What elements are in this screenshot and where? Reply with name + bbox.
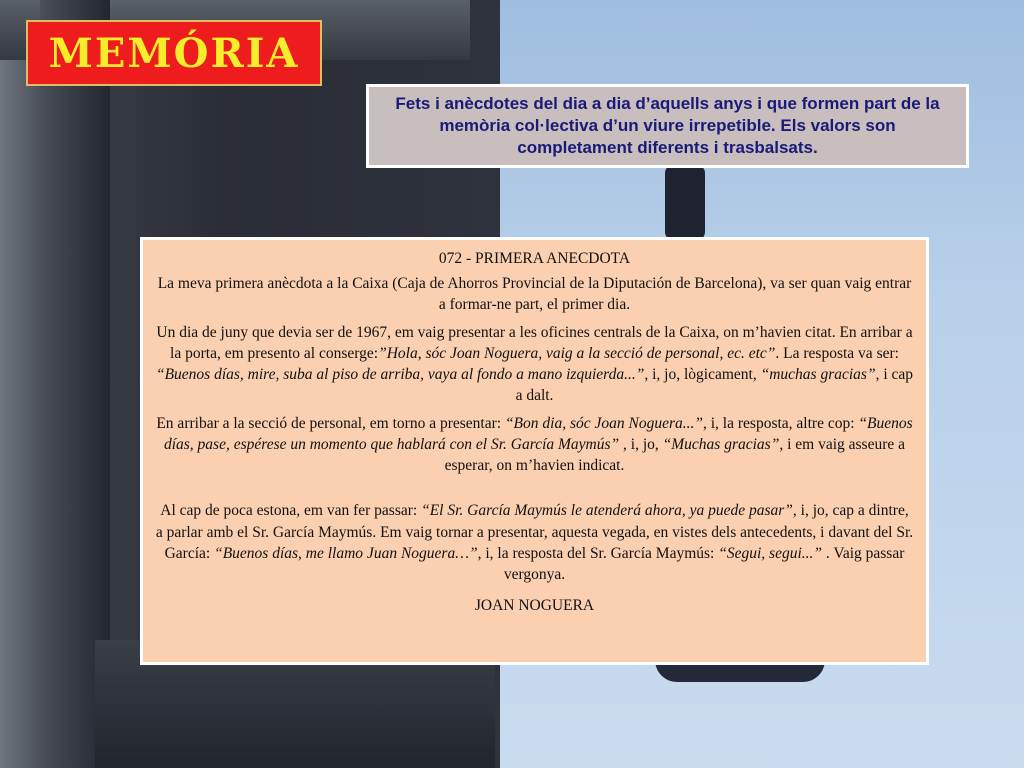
p3-text-e: , i, jo, <box>619 435 663 453</box>
p2-quote-conserge: ”Hola, sóc Joan Noguera, vaig a la secció de personal, ec. etc” <box>378 344 776 362</box>
story-card <box>140 237 929 665</box>
story-heading: 072 - PRIMERA ANECDOTA <box>438 250 631 267</box>
p4-text-c: , i, jo, cap a dintre, a parlar amb el Sr. García Maymús. Em vaig tornar a presentar, aquesta vegada, en vistes dels antecedents, i davant del Sr. García: <box>155 502 914 562</box>
p3-quote-greeting: “Bon dia, sóc Joan Noguera...” <box>504 414 703 432</box>
paragraph-gap <box>155 482 914 500</box>
story-paragraph-3 <box>155 413 914 477</box>
p4-quote-greeting: “Buenos días, me llamo Juan Noguera…” <box>214 544 478 562</box>
p3-text-a: En arribar a la secció de personal, em torno a presentar: <box>156 414 505 432</box>
p4-text-e: , i, la resposta del Sr. García Maymús: <box>477 544 719 562</box>
p2-text-a: Un dia de juny que devia ser de 1967, em vaig presentar a les oficines centrals de la Caixa, on m’havien citat. En arribar a la porta, em presento al conserge: <box>156 323 913 362</box>
p2-quote-response: “Buenos días, mire, suba al piso de arriba, vaya al fondo a mano izquierda...” <box>155 366 645 384</box>
p3-quote-response: “Buenos días, pase, espérese un momento que hablará con el Sr. García Maymús” <box>163 414 913 453</box>
intro-box <box>366 84 969 168</box>
intro-text: Fets i anècdotes del dia a dia d’aquells anys i que formen part de la memòria col·lectiva d’un viure irrepetible. Els valors son completament diferents i trasbalsats. <box>395 94 940 157</box>
page-title: MEMÓRIA <box>48 29 300 77</box>
p4-quote-segui: “Segui, segui...” <box>718 544 823 562</box>
story-paragraph-4 <box>155 500 914 585</box>
p2-text-g: , i cap a dalt. <box>515 366 914 405</box>
p3-text-g: , i em vaig asseure a esperar, on m’havien indicat. <box>444 435 906 475</box>
title-banner <box>26 20 322 86</box>
p4-text-a: Al cap de poca estona, em van fer passar: <box>160 502 422 520</box>
story-author: JOAN NOGUERA <box>474 597 595 615</box>
p4-text-g: . Vaig passar vergonya. <box>503 544 905 584</box>
lamp-ornament <box>665 165 705 240</box>
p2-quote-thanks: “muchas gracias” <box>760 366 876 384</box>
p3-quote-thanks: “Muchas gracias” <box>662 435 780 453</box>
p2-text-e: , i, jo, lògicament, <box>644 366 761 384</box>
p4-quote-call: “El Sr. García Maymús le atenderá ahora, ya puede pasar” <box>421 502 793 520</box>
p2-text-c: . La resposta va ser: <box>775 344 899 362</box>
story-paragraph-1: La meva primera anècdota a la Caixa (Caja de Ahorros Provincial de la Diputación de Barcelona), va ser quan vaig entrar a formar-ne part, el primer dia. <box>157 275 912 314</box>
p3-text-c: , i, la resposta, altre cop: <box>703 414 859 432</box>
story-paragraph-2 <box>155 322 914 407</box>
